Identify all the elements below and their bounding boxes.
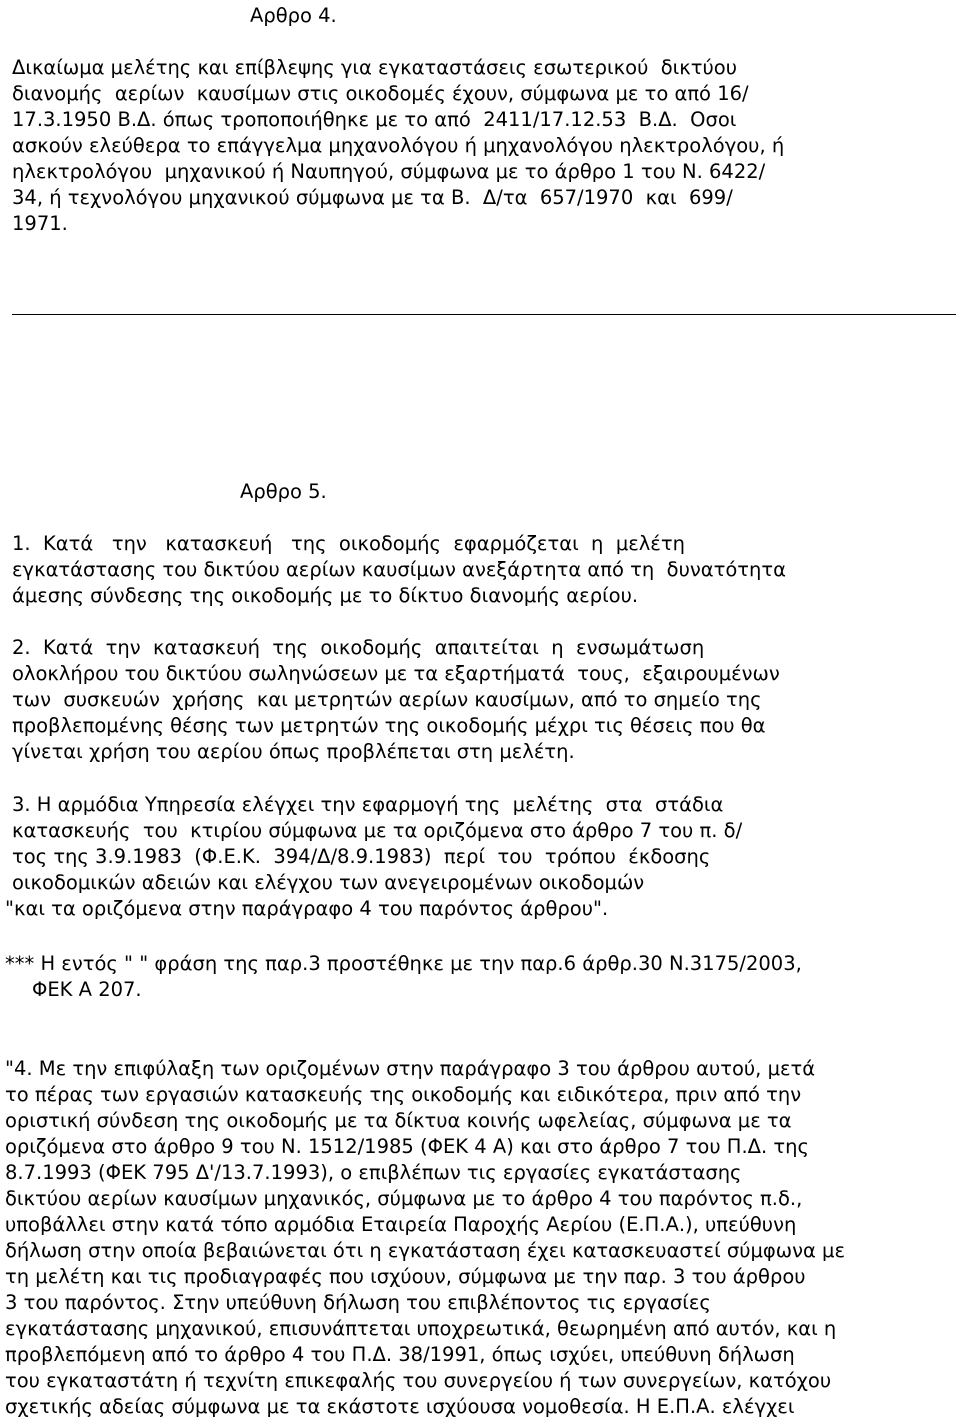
text-line: προβλεπόμενη από το άρθρο 4 του Π.Δ. 38/1991, όπως ισχύει, υπεύθυνη δήλωση (5, 1343, 795, 1366)
text-line: ΦΕΚ Α 207. (32, 978, 142, 1001)
text-line: οριζόμενα στο άρθρο 9 του Ν. 1512/1985 (ΦΕΚ 4 Α) και στο άρθρο 7 του Π.Δ. της (5, 1135, 809, 1158)
text-line: 2. Κατά την κατασκευή της οικοδομής απαιτείται η ενσωμάτωση (12, 636, 705, 659)
text-line: οικοδομικών αδειών και ελέγχου των ανεγειρομένων οικοδομών (12, 871, 645, 894)
text-line: υποβάλλει στην κατά τόπο αρμόδια Εταιρεία Παροχής Αερίου (Ε.Π.Α.), υπεύθυνη (5, 1213, 797, 1236)
text-line: 1971. (12, 212, 68, 235)
text-line: κατασκευής του κτιρίου σύμφωνα με τα οριζόμενα στο άρθρο 7 του π. δ/ (12, 819, 743, 842)
text-line: 8.7.1993 (ΦΕΚ 795 Δ'/13.7.1993), ο επιβλέπων τις εργασίες εγκατάστασης (5, 1161, 742, 1184)
text-line: *** Η εντός " " φράση της παρ.3 προστέθηκε με την παρ.6 άρθρ.30 Ν.3175/2003, (5, 952, 802, 975)
text-line: άμεσης σύνδεσης της οικοδομής με το δίκτυο διανομής αερίου. (12, 584, 639, 607)
text-line: προβλεπομένης θέσης των μετρητών της οικοδομής μέχρι τις θέσεις που θα (12, 714, 766, 737)
article-4-heading: Αρθρο 4. (250, 4, 337, 27)
text-line: εγκατάστασης μηχανικού, επισυνάπτεται υποχρεωτικά, θεωρημένη από αυτόν, και η (5, 1317, 837, 1340)
horizontal-divider (12, 314, 956, 315)
text-line: διανομής αερίων καυσίμων στις οικοδομές έχουν, σύμφωνα με το από 16/ (12, 82, 749, 105)
text-line: 1. Κατά την κατασκευή της οικοδομής εφαρμόζεται η μελέτη (12, 532, 685, 555)
text-line: ολοκλήρου του δικτύου σωληνώσεων με τα εξαρτήματά τους, εξαιρουμένων (12, 662, 780, 685)
text-line: 3 του παρόντος. Στην υπεύθυνη δήλωση του επιβλέποντος τις εργασίες (5, 1291, 711, 1314)
text-line: εγκατάστασης του δικτύου αερίων καυσίμων ανεξάρτητα από τη δυνατότητα (12, 558, 786, 581)
text-line: 17.3.1950 Β.Δ. όπως τροποποιήθηκε με το από 2411/17.12.53 Β.Δ. Οσοι (12, 108, 737, 131)
text-line: των συσκευών χρήσης και μετρητών αερίων καυσίμων, από το σημείο της (12, 688, 762, 711)
text-line: "και τα οριζόμενα στην παράγραφο 4 του παρόντος άρθρου". (5, 897, 609, 920)
text-line: σχετικής αδείας σύμφωνα με τα εκάστοτε ισχύουσα νομοθεσία. Η Ε.Π.Α. ελέγχει (5, 1395, 795, 1418)
text-line: δικτύου αερίων καυσίμων μηχανικός, σύμφωνα με το άρθρο 4 του παρόντος π.δ., (5, 1187, 803, 1210)
text-line: τος της 3.9.1983 (Φ.Ε.Κ. 394/Δ/8.9.1983) περί του τρόπου έκδοσης (12, 845, 711, 868)
text-line: δήλωση στην οποία βεβαιώνεται ότι η εγκατάσταση έχει κατασκευαστεί σύμφωνα με (5, 1239, 846, 1262)
text-line: το πέρας των εργασιών κατασκευής της οικοδομής και ειδικότερα, πριν από την (5, 1083, 802, 1106)
text-line: του εγκαταστάτη ή τεχνίτη επικεφαλής του συνεργείου ή των συνεργείων, κατόχου (5, 1369, 832, 1392)
article-5-heading: Αρθρο 5. (240, 480, 327, 503)
text-line: τη μελέτη και τις προδιαγραφές που ισχύουν, σύμφωνα με την παρ. 3 του άρθρου (5, 1265, 806, 1288)
text-line: οριστική σύνδεση της οικοδομής με τα δίκτυα κοινής ωφελείας, σύμφωνα με τα (5, 1109, 792, 1132)
text-line: 34, ή τεχνολόγου μηχανικού σύμφωνα με τα Β. Δ/τα 657/1970 και 699/ (12, 186, 733, 209)
text-line: Δικαίωμα μελέτης και επίβλεψης για εγκαταστάσεις εσωτερικού δικτύου (12, 56, 738, 79)
text-line: 3. Η αρμόδια Υπηρεσία ελέγχει την εφαρμογή της μελέτης στα στάδια (12, 793, 724, 816)
text-line: "4. Με την επιφύλαξη των οριζομένων στην παράγραφο 3 του άρθρου αυτού, μετά (5, 1057, 816, 1080)
text-line: γίνεται χρήση του αερίου όπως προβλέπεται στη μελέτη. (12, 740, 575, 763)
text-line: ασκούν ελεύθερα το επάγγελμα μηχανολόγου ή μηχανολόγου ηλεκτρολόγου, ή (12, 134, 785, 157)
text-line: ηλεκτρολόγου μηχανικού ή Ναυπηγού, σύμφωνα με το άρθρο 1 του Ν. 6422/ (12, 160, 766, 183)
